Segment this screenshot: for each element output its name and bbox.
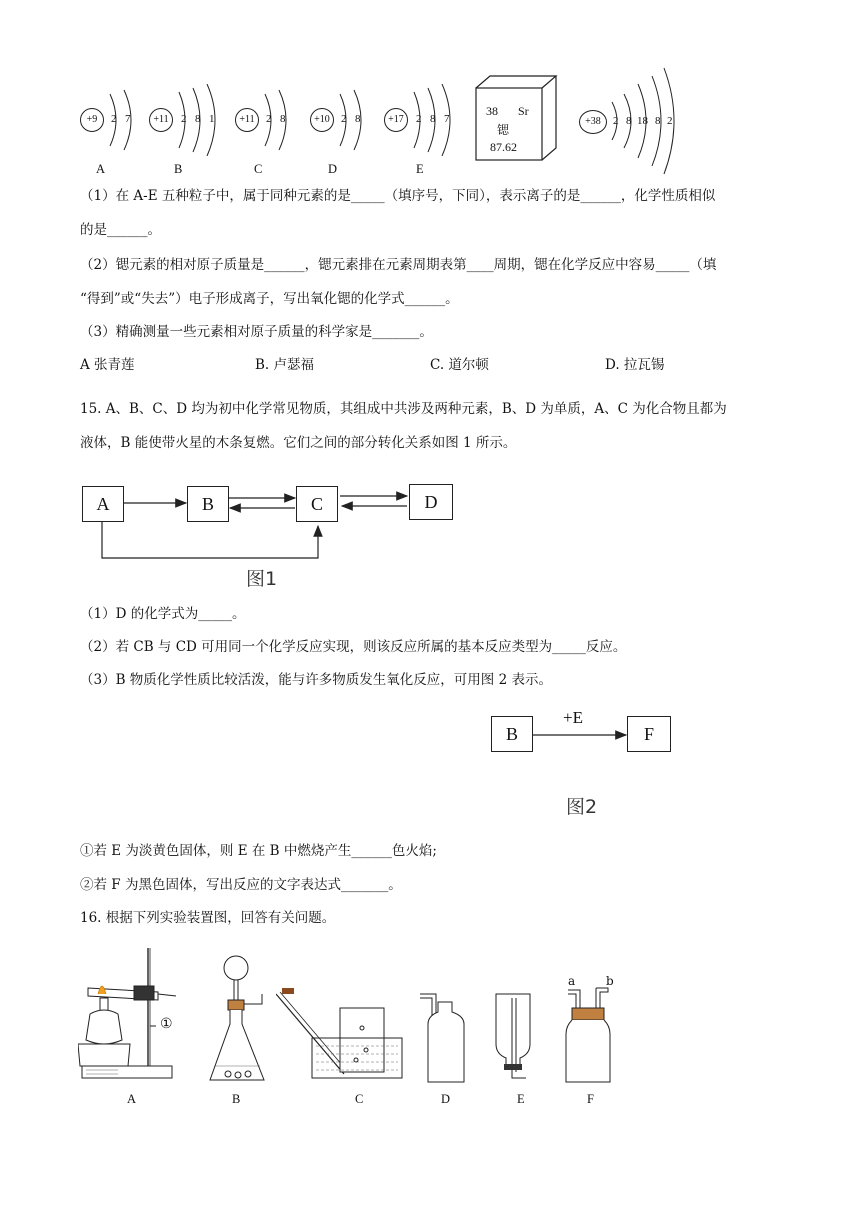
q14-option-c: C. 道尔顿	[430, 357, 489, 373]
fig1-box-d: D	[409, 484, 453, 520]
electron-shells-c	[259, 88, 299, 152]
apparatus-b	[206, 954, 276, 1084]
nucleus-sr: +38	[579, 110, 607, 134]
label-b: B	[174, 162, 183, 176]
electrons-b-2: 8	[195, 113, 201, 125]
nucleus-c: +11	[235, 108, 259, 132]
fig1-caption: 图1	[246, 568, 278, 590]
nucleus-a: +9	[80, 108, 104, 132]
electrons-sr-1: 2	[613, 115, 619, 127]
q15-sub2: ②若 F 为黑色固体，写出反应的文字表达式_______。	[80, 877, 402, 893]
electrons-a-2: 7	[125, 113, 131, 125]
nucleus-e: +17	[384, 108, 408, 132]
electrons-c-1: 2	[266, 113, 272, 125]
apparatus-label-e: E	[517, 1092, 525, 1106]
figure-1-arrows	[80, 480, 460, 564]
q14-option-d: D. 拉瓦锡	[605, 357, 665, 373]
apparatus-label-b: B	[232, 1092, 241, 1106]
q14-option-b: B. 卢瑟福	[255, 357, 315, 373]
apparatus-label-f: F	[587, 1092, 594, 1106]
electron-shells-a	[104, 88, 144, 152]
electrons-d-1: 2	[341, 113, 347, 125]
electron-shells-d	[334, 88, 374, 152]
q15-sub1: ①若 E 为淡黄色固体，则 E 在 B 中燃烧产生______色火焰;	[80, 843, 437, 859]
electrons-e-2: 8	[430, 113, 436, 125]
electrons-b-1: 2	[181, 113, 187, 125]
apparatus-f	[560, 986, 620, 1084]
q14-part3: （3）精确测量一些元素相对原子质量的科学家是_______。	[80, 324, 433, 340]
apparatus-d	[418, 990, 468, 1084]
periodic-cell-box	[474, 74, 564, 164]
apparatus-c	[276, 988, 406, 1084]
port-b-label: b	[606, 974, 614, 988]
label-d: D	[328, 162, 338, 176]
q16-stem: 16. 根据下列实验装置图，回答有关问题。	[80, 910, 336, 926]
apparatus-label-c: C	[355, 1092, 364, 1106]
q14-option-a: A 张青莲	[80, 357, 135, 373]
electrons-sr-2: 8	[626, 115, 632, 127]
q15-part3: （3）B 物质化学性质比较活泼，能与许多物质发生氧化反应，可用图 2 表示。	[80, 672, 552, 688]
port-a-label: a	[568, 974, 576, 988]
q14-part2-line1: （2）锶元素的相对原子质量是______，锶元素排在元素周期表第____周期，锶在化学反应中容易_____（填	[80, 257, 717, 273]
q15-stem-line2: 液体，B 能使带火星的木条复燃。它们之间的部分转化关系如图 1 所示。	[80, 435, 517, 451]
element-name: 锶	[497, 123, 510, 137]
q15-stem-line1: 15. A、B、C、D 均为初中化学常见物质，其组成中共涉及两种元素，B、D 为单质，A、C 为化合物且都为	[80, 401, 727, 417]
label-a: A	[96, 162, 106, 176]
fig1-box-b: B	[187, 486, 229, 522]
figure-2-arrow	[530, 726, 630, 746]
electrons-d-2: 8	[355, 113, 361, 125]
element-symbol: Sr	[518, 104, 529, 118]
atomic-number: 38	[486, 104, 498, 118]
q14-part1-line2: 的是______。	[80, 222, 161, 238]
nucleus-b: +11	[149, 108, 173, 132]
electrons-e-1: 2	[416, 113, 422, 125]
label-c: C	[254, 162, 263, 176]
fig1-box-a: A	[82, 486, 124, 522]
electrons-a-1: 2	[111, 113, 117, 125]
fig2-caption: 图2	[566, 796, 598, 818]
fig2-box-b: B	[491, 716, 533, 752]
electrons-e-3: 7	[444, 113, 450, 125]
fig2-arrow-label: +E	[563, 708, 583, 727]
apparatus-a	[78, 944, 188, 1084]
electrons-c-2: 8	[280, 113, 286, 125]
label-e: E	[416, 162, 424, 176]
marker-1: ①	[160, 1016, 173, 1032]
electrons-sr-4: 8	[655, 115, 661, 127]
q15-part2: （2）若 CB 与 CD 可用同一个化学反应实现，则该反应所属的基本反应类型为_____反应。	[80, 639, 627, 655]
apparatus-label-a: A	[127, 1092, 137, 1106]
fig1-box-c: C	[296, 486, 338, 522]
q15-part1: （1）D 的化学式为_____。	[80, 606, 246, 622]
q14-part1-line1: （1）在 A-E 五种粒子中，属于同种元素的是_____（填序号，下同），表示离子的是______，化学性质相似	[80, 188, 716, 204]
electrons-sr-3: 18	[637, 115, 648, 127]
fig2-box-f: F	[627, 716, 671, 752]
electrons-b-3: 1	[209, 113, 215, 125]
apparatus-e	[490, 988, 540, 1084]
electrons-sr-5: 2	[667, 115, 673, 127]
q14-part2-line2: “得到”或“失去”）电子形成离子，写出氧化锶的化学式______。	[80, 291, 459, 307]
nucleus-d: +10	[310, 108, 334, 132]
atomic-mass: 87.62	[490, 140, 517, 154]
apparatus-label-d: D	[441, 1092, 451, 1106]
